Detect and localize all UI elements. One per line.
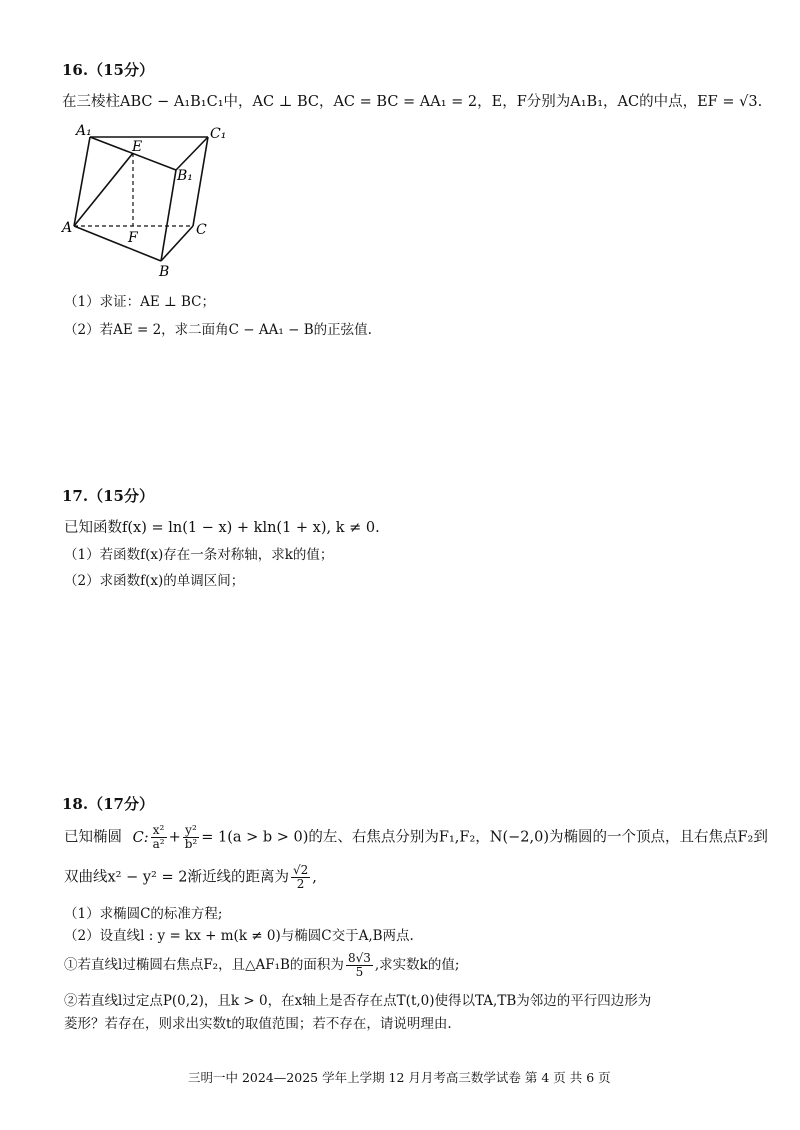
q16-part1: （1）求证：AE ⊥ BC；: [64, 294, 215, 310]
q16-header: 16.（15分）: [62, 61, 154, 79]
q18-sub1-b: ,求实数k的值;: [374, 957, 460, 973]
q18-stem-b: = 1(a > b > 0)的左、右焦点分别为F₁,F₂，N(−2,0)为椭圆的一个顶点，且右焦点F₂到: [201, 829, 768, 846]
label-b1: B₁: [177, 168, 193, 184]
edge-a-b: [74, 226, 161, 261]
q18-part1: （1）求椭圆C的标准方程;: [64, 906, 223, 922]
q18-frac-y2-b2: $\frac{\text{y²}}{\text{b²}}$: [184, 823, 198, 851]
q18-stem-line1: [64, 824, 768, 851]
q18-stem-line2-a: 双曲线x² − y² = 2渐近线的距离为: [64, 869, 289, 886]
q18-curve-name: C:: [132, 829, 149, 846]
page-footer: 三明一中 2024—2025 学年上学期 12 月月考高三数学试卷 第 4 页 共 6 页: [188, 1070, 611, 1085]
q18-frac-8sqrt3-5: $\frac{8√3}{5}$: [347, 951, 371, 979]
q17-header: 17.（15分）: [62, 487, 154, 505]
q18-stem-a: 已知椭圆: [64, 829, 122, 846]
q18-stem-line2: [64, 864, 317, 891]
prism-figure: [60, 118, 230, 283]
label-e: E: [132, 139, 143, 155]
q18-sub2-line1: ②若直线l过定点P(0,2)，且k > 0，在x轴上是否存在点T(t,0)使得以TA,TB为邻边的平行四边形为: [64, 993, 652, 1009]
segment-ae: [74, 153, 133, 226]
q18-frac-sqrt2-2: $\frac{√2}{2}$: [292, 863, 309, 891]
q18-stem-line2-b: ,: [312, 869, 317, 886]
label-f: F: [128, 230, 138, 246]
label-c1: C₁: [210, 126, 227, 142]
label-a: A: [62, 220, 73, 236]
q18-part2: （2）设直线l : y = kx + m(k ≠ 0)与椭圆C交于A,B两点.: [64, 928, 414, 944]
q18-sub1: [64, 952, 459, 979]
q18-sub2-line2: 菱形？若存在，则求出实数t的取值范围；若不存在，请说明理由.: [64, 1016, 452, 1032]
label-b: B: [159, 264, 170, 280]
q18-frac-x2-a2: $\frac{\text{x²}}{\text{a²}}$: [152, 823, 165, 851]
q18-plus: +: [168, 829, 181, 846]
edge-a1-a: [74, 137, 90, 226]
label-c: C: [196, 222, 207, 238]
q16-part2: （2）若AE = 2，求二面角C − AA₁ − B的正弦值.: [64, 322, 372, 338]
q16-stem: 在三棱柱ABC − A₁B₁C₁中，AC ⊥ BC，AC = BC = AA₁ = 2，E，F分别为A₁B₁，AC的中点，EF = √3.: [62, 94, 763, 110]
q17-part1: （1）若函数f(x)存在一条对称轴，求k的值；: [64, 547, 334, 563]
label-a1: A₁: [76, 123, 92, 139]
q17-part2: （2）求函数f(x)的单调区间；: [64, 573, 245, 589]
q18-header: 18.（17分）: [62, 795, 154, 813]
q17-stem: 已知函数f(x) = ln(1 − x) + kln(1 + x), k ≠ 0.: [64, 520, 380, 536]
q18-sub1-a: ①若直线l过椭圆右焦点F₂，且△AF₁B的面积为: [64, 957, 344, 973]
